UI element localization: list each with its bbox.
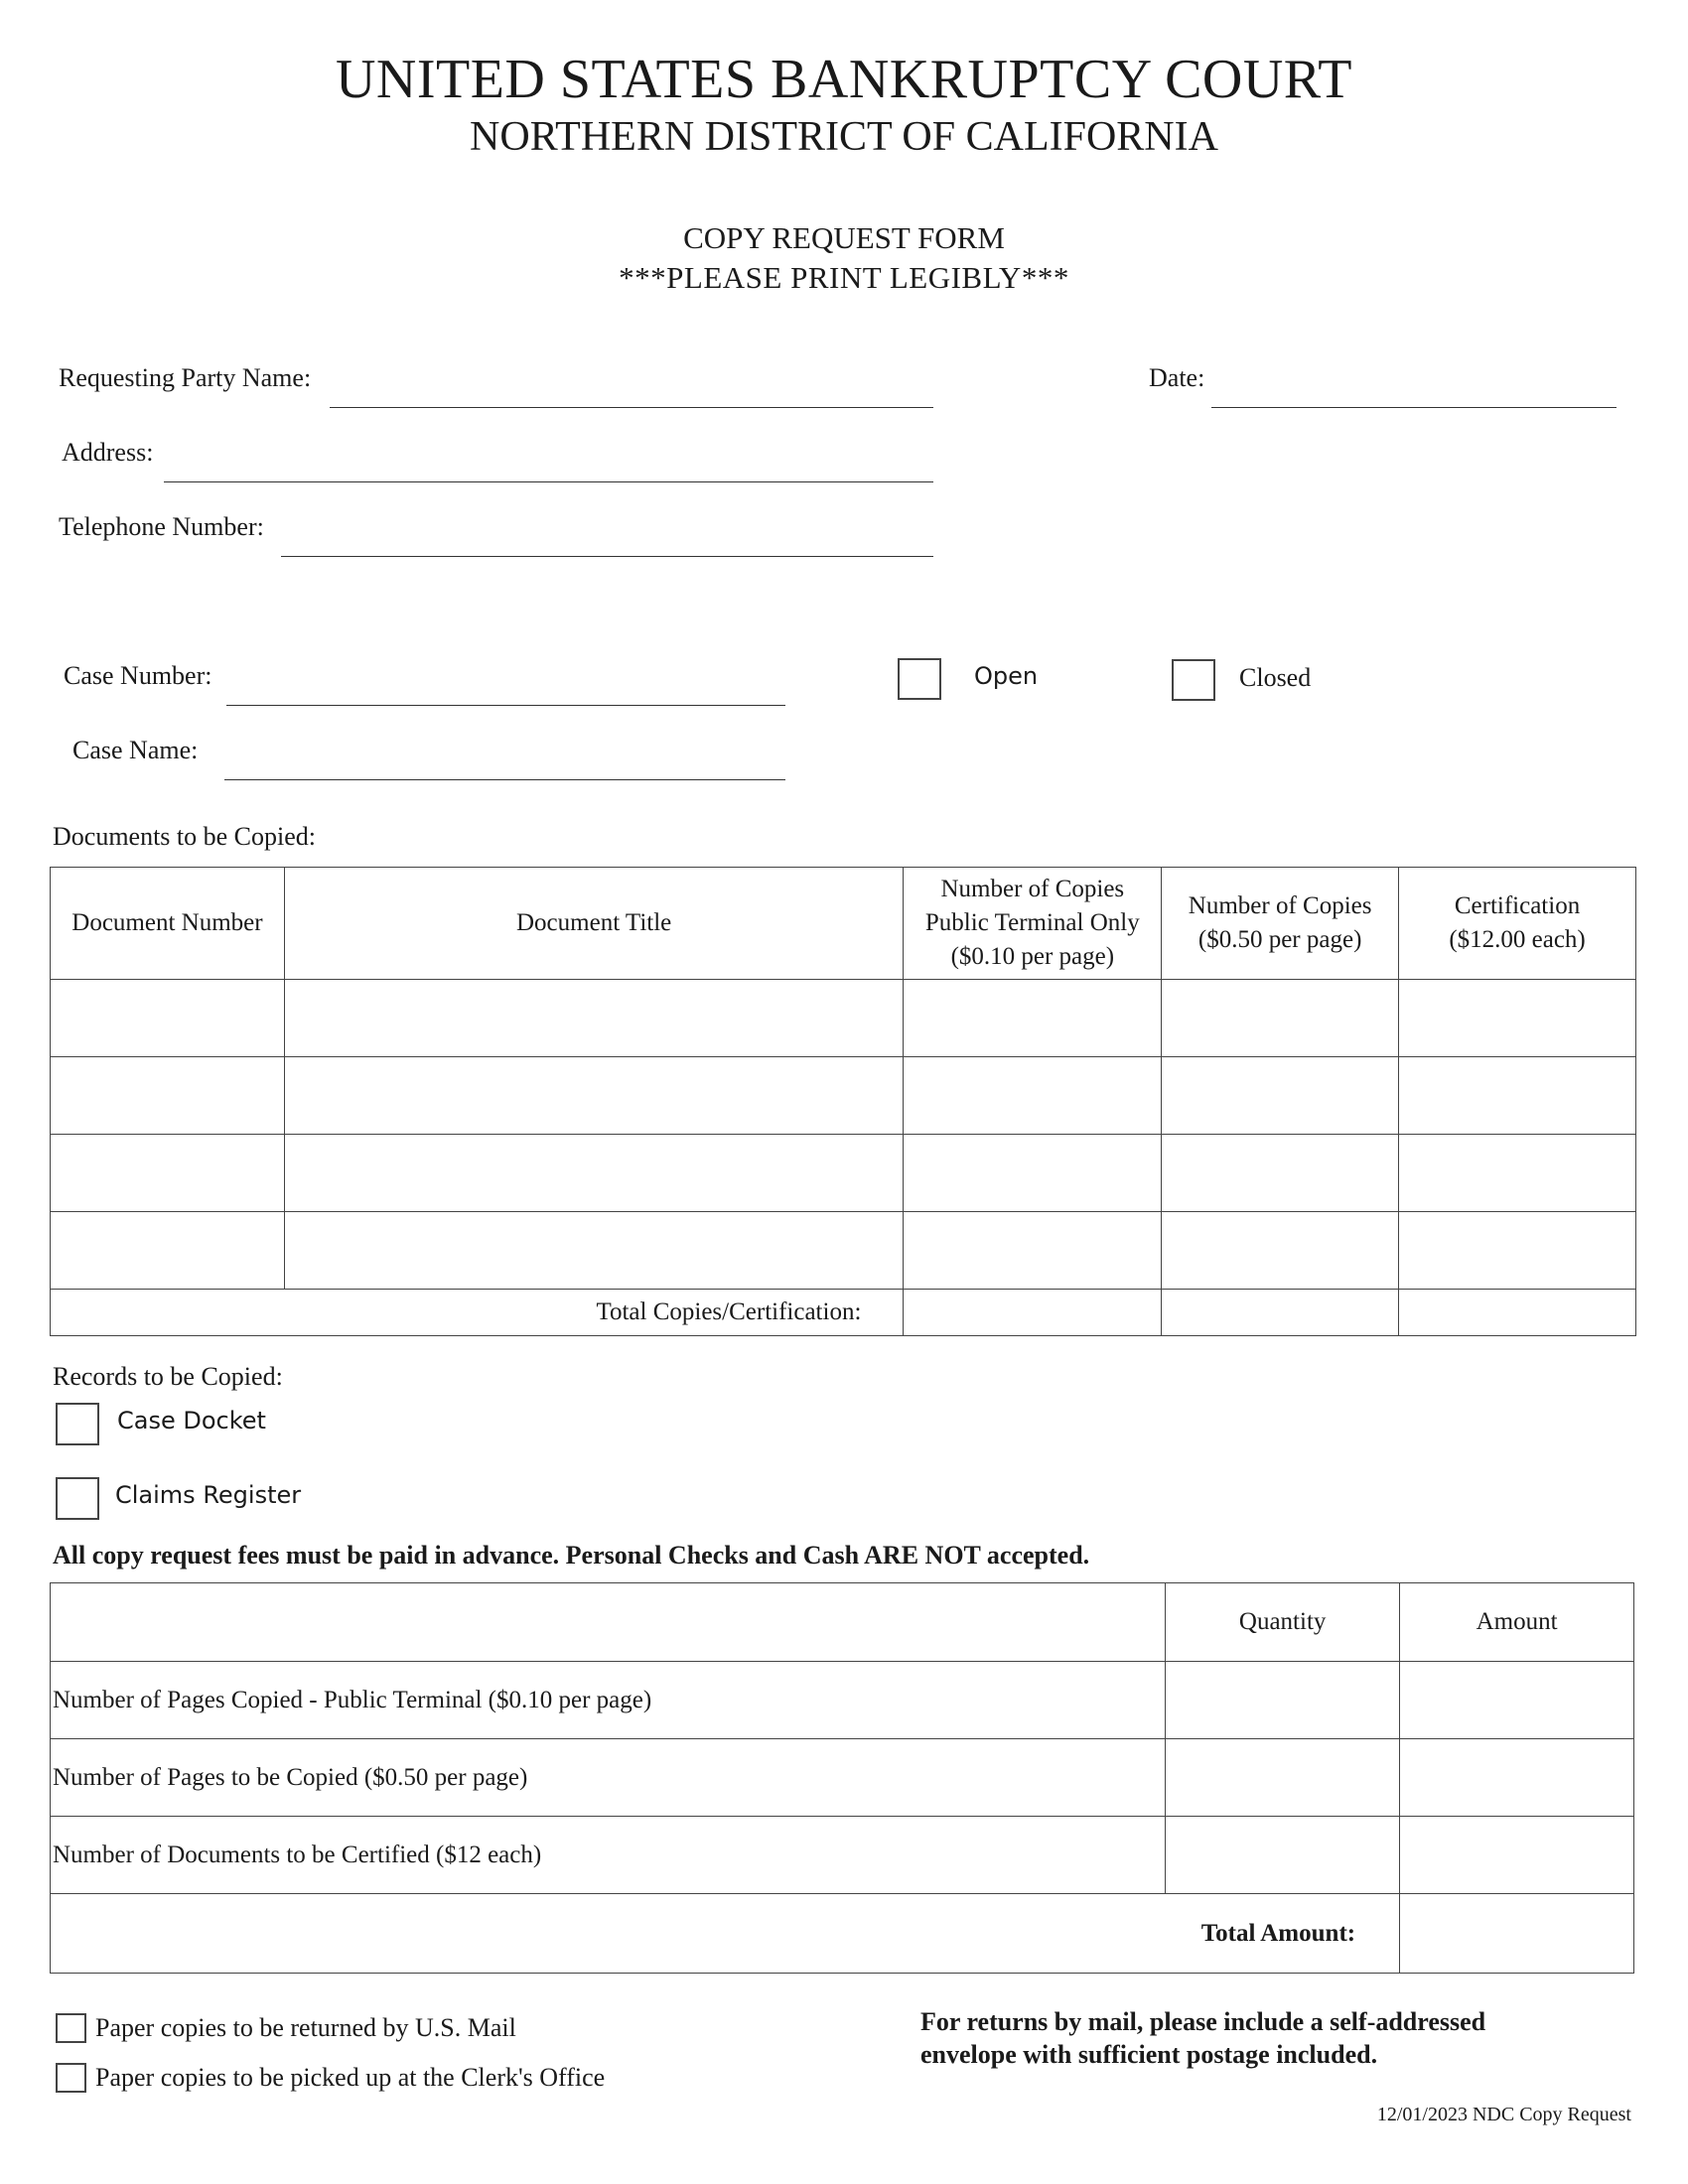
certification-cell[interactable]: [1399, 1212, 1636, 1290]
district-title: NORTHERN DISTRICT OF CALIFORNIA: [470, 114, 1218, 160]
telephone-field[interactable]: [281, 556, 933, 557]
fee-row-label: Number of Pages to be Copied ($0.50 per page): [51, 1739, 1166, 1817]
fees-table: [50, 1582, 1634, 1974]
case-name-label: Case Name:: [72, 736, 199, 764]
closed-label: Closed: [1239, 663, 1312, 692]
closed-checkbox[interactable]: [1172, 659, 1215, 701]
certification-cell[interactable]: [1399, 1135, 1636, 1212]
documents-header-row: [51, 868, 1636, 980]
telephone-label: Telephone Number:: [59, 512, 264, 541]
col-document-title: Document Title: [284, 868, 904, 980]
col-document-number: Document Number: [51, 868, 285, 980]
document-number-cell[interactable]: [51, 980, 285, 1057]
quantity-cell[interactable]: [1166, 1817, 1400, 1894]
fees-header-row: [51, 1583, 1634, 1662]
quantity-header: Quantity: [1166, 1583, 1400, 1662]
col-copies-public-terminal: Number of Copies Public Terminal Only ($0.10 per page): [904, 868, 1162, 980]
document-title-cell[interactable]: [284, 1057, 904, 1135]
fees-blank-header: [51, 1583, 1166, 1662]
date-label: Date:: [1149, 363, 1205, 392]
requesting-party-label: Requesting Party Name:: [59, 363, 312, 392]
copies-terminal-cell[interactable]: [904, 1212, 1162, 1290]
total-amount-row: [51, 1894, 1634, 1974]
copies-terminal-cell[interactable]: [904, 1135, 1162, 1212]
records-section-label: Records to be Copied:: [53, 1362, 283, 1391]
table-row: [51, 1135, 1636, 1212]
col-copies-paper: Number of Copies ($0.50 per page): [1162, 868, 1399, 980]
fee-row-label: Number of Pages Copied - Public Terminal ($0.10 per page): [51, 1662, 1166, 1739]
copies-paper-cell[interactable]: [1162, 1057, 1399, 1135]
print-instruction: ***PLEASE PRINT LEGIBLY***: [619, 260, 1069, 295]
document-number-cell[interactable]: [51, 1057, 285, 1135]
table-row: [51, 1662, 1634, 1739]
copies-terminal-cell[interactable]: [904, 1057, 1162, 1135]
copies-terminal-cell[interactable]: [904, 980, 1162, 1057]
case-number-label: Case Number:: [64, 661, 212, 690]
copies-paper-cell[interactable]: [1162, 980, 1399, 1057]
certification-cell[interactable]: [1399, 980, 1636, 1057]
total-paper-cell[interactable]: [1162, 1290, 1399, 1336]
document-title-cell[interactable]: [284, 980, 904, 1057]
case-name-field[interactable]: [224, 779, 785, 780]
quantity-cell[interactable]: [1166, 1739, 1400, 1817]
total-amount-cell[interactable]: [1400, 1894, 1634, 1974]
fee-notice: All copy request fees must be paid in advance. Personal Checks and Cash ARE NOT accepted.: [53, 1541, 1090, 1570]
copies-paper-cell[interactable]: [1162, 1212, 1399, 1290]
address-field[interactable]: [164, 481, 933, 482]
claims-register-label: Claims Register: [115, 1481, 302, 1509]
copies-paper-cell[interactable]: [1162, 1135, 1399, 1212]
mail-return-label: Paper copies to be returned by U.S. Mail: [95, 2013, 516, 2042]
form-title: COPY REQUEST FORM: [683, 220, 1005, 255]
address-label: Address:: [62, 438, 154, 467]
pickup-label: Paper copies to be picked up at the Clerk's Office: [95, 2063, 606, 2092]
total-amount-label: Total Amount:: [51, 1894, 1400, 1974]
case-number-field[interactable]: [226, 705, 785, 706]
documents-table: [50, 867, 1636, 1336]
case-docket-checkbox[interactable]: [56, 1403, 99, 1445]
table-row: [51, 1739, 1634, 1817]
amount-header: Amount: [1400, 1583, 1634, 1662]
document-number-cell[interactable]: [51, 1135, 285, 1212]
amount-cell[interactable]: [1400, 1817, 1634, 1894]
pickup-checkbox[interactable]: [56, 2063, 86, 2093]
document-title-cell[interactable]: [284, 1135, 904, 1212]
total-certification-cell[interactable]: [1399, 1290, 1636, 1336]
case-docket-label: Case Docket: [117, 1407, 266, 1434]
mail-note-line2: envelope with sufficient postage included.: [920, 2040, 1378, 2069]
court-title: UNITED STATES BANKRUPTCY COURT: [335, 49, 1352, 110]
quantity-cell[interactable]: [1166, 1662, 1400, 1739]
date-field[interactable]: [1211, 407, 1617, 408]
table-row: [51, 1212, 1636, 1290]
open-label: Open: [974, 662, 1039, 690]
certification-cell[interactable]: [1399, 1057, 1636, 1135]
fee-row-label: Number of Documents to be Certified ($12 each): [51, 1817, 1166, 1894]
total-copies-row: [51, 1290, 1636, 1336]
table-row: [51, 1817, 1634, 1894]
document-number-cell[interactable]: [51, 1212, 285, 1290]
document-title-cell[interactable]: [284, 1212, 904, 1290]
col-certification: Certification ($12.00 each): [1399, 868, 1636, 980]
requesting-party-field[interactable]: [330, 407, 933, 408]
mail-note-line1: For returns by mail, please include a self-addressed: [920, 2007, 1486, 2036]
form-id-footer: 12/01/2023 NDC Copy Request: [1376, 2104, 1631, 2125]
open-checkbox[interactable]: [898, 658, 941, 700]
claims-register-checkbox[interactable]: [56, 1477, 99, 1520]
amount-cell[interactable]: [1400, 1739, 1634, 1817]
table-row: [51, 1057, 1636, 1135]
mail-return-checkbox[interactable]: [56, 2013, 86, 2043]
amount-cell[interactable]: [1400, 1662, 1634, 1739]
total-terminal-cell[interactable]: [904, 1290, 1162, 1336]
documents-section-label: Documents to be Copied:: [53, 822, 317, 851]
total-copies-label: Total Copies/Certification:: [51, 1290, 904, 1336]
table-row: [51, 980, 1636, 1057]
